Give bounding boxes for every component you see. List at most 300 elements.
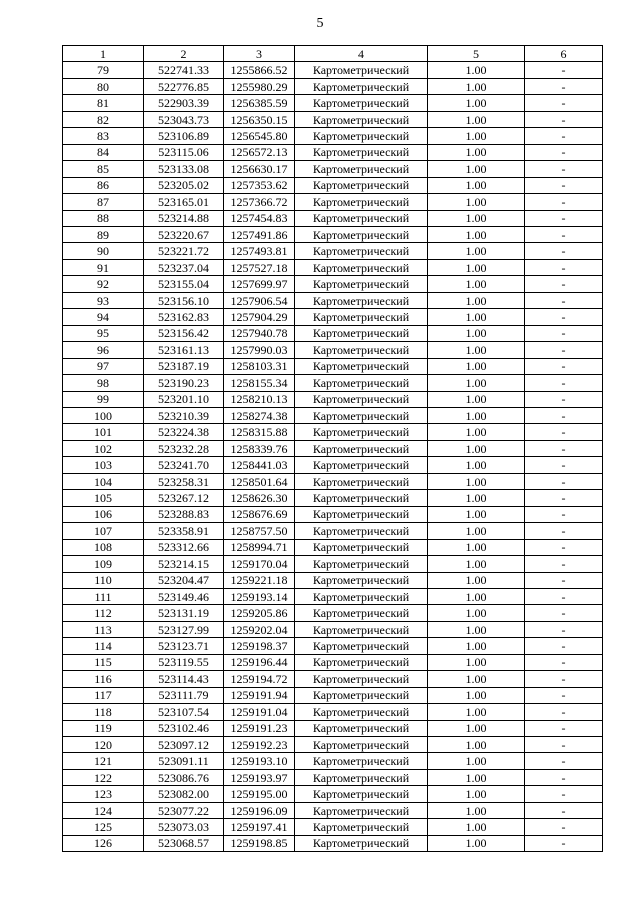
cell-y: 1258757.50 bbox=[224, 523, 295, 539]
cell-x: 523258.31 bbox=[144, 473, 224, 489]
cell-method: Картометрический bbox=[295, 111, 428, 127]
cell-point-number: 112 bbox=[63, 605, 144, 621]
cell-x: 523161.13 bbox=[144, 342, 224, 358]
cell-x: 523232.28 bbox=[144, 440, 224, 456]
cell-y: 1258155.34 bbox=[224, 375, 295, 391]
table-body bbox=[63, 62, 603, 852]
table-row bbox=[63, 786, 603, 802]
cell-y: 1255980.29 bbox=[224, 78, 295, 94]
cell-accuracy: 1.00 bbox=[428, 407, 525, 423]
cell-y: 1258103.31 bbox=[224, 358, 295, 374]
table-row bbox=[63, 539, 603, 555]
cell-x: 523156.10 bbox=[144, 292, 224, 308]
cell-x: 523107.54 bbox=[144, 704, 224, 720]
cell-y: 1257699.97 bbox=[224, 276, 295, 292]
cell-accuracy: 1.00 bbox=[428, 769, 525, 785]
cell-y: 1257493.81 bbox=[224, 243, 295, 259]
table-row bbox=[63, 556, 603, 572]
table-row bbox=[63, 194, 603, 210]
cell-description: - bbox=[525, 687, 603, 703]
cell-x: 523106.89 bbox=[144, 128, 224, 144]
page-number: 5 bbox=[316, 16, 324, 31]
cell-x: 523224.38 bbox=[144, 424, 224, 440]
cell-method: Картометрический bbox=[295, 226, 428, 242]
cell-y: 1256630.17 bbox=[224, 161, 295, 177]
cell-x: 523102.46 bbox=[144, 720, 224, 736]
cell-accuracy: 1.00 bbox=[428, 243, 525, 259]
column-header: 2 bbox=[144, 46, 224, 62]
cell-y: 1258676.69 bbox=[224, 506, 295, 522]
cell-description: - bbox=[525, 556, 603, 572]
column-header: 5 bbox=[428, 46, 525, 62]
cell-description: - bbox=[525, 786, 603, 802]
cell-x: 522903.39 bbox=[144, 95, 224, 111]
cell-x: 523237.04 bbox=[144, 259, 224, 275]
cell-description: - bbox=[525, 95, 603, 111]
cell-x: 523220.67 bbox=[144, 226, 224, 242]
cell-x: 523312.66 bbox=[144, 539, 224, 555]
cell-y: 1256545.80 bbox=[224, 128, 295, 144]
cell-accuracy: 1.00 bbox=[428, 638, 525, 654]
cell-description: - bbox=[525, 819, 603, 835]
cell-point-number: 90 bbox=[63, 243, 144, 259]
cell-accuracy: 1.00 bbox=[428, 835, 525, 851]
table-row bbox=[63, 605, 603, 621]
cell-accuracy: 1.00 bbox=[428, 473, 525, 489]
cell-y: 1258626.30 bbox=[224, 490, 295, 506]
cell-method: Картометрический bbox=[295, 424, 428, 440]
cell-method: Картометрический bbox=[295, 687, 428, 703]
table-row bbox=[63, 62, 603, 78]
table-row bbox=[63, 358, 603, 374]
cell-description: - bbox=[525, 671, 603, 687]
cell-y: 1257454.83 bbox=[224, 210, 295, 226]
cell-accuracy: 1.00 bbox=[428, 62, 525, 78]
cell-method: Картометрический bbox=[295, 440, 428, 456]
table-row bbox=[63, 375, 603, 391]
table-row bbox=[63, 753, 603, 769]
cell-x: 523201.10 bbox=[144, 391, 224, 407]
cell-x: 523204.47 bbox=[144, 572, 224, 588]
table-row bbox=[63, 424, 603, 440]
cell-point-number: 116 bbox=[63, 671, 144, 687]
cell-y: 1259191.94 bbox=[224, 687, 295, 703]
cell-x: 523114.43 bbox=[144, 671, 224, 687]
cell-x: 523187.19 bbox=[144, 358, 224, 374]
cell-description: - bbox=[525, 457, 603, 473]
cell-accuracy: 1.00 bbox=[428, 78, 525, 94]
cell-description: - bbox=[525, 177, 603, 193]
cell-x: 523288.83 bbox=[144, 506, 224, 522]
cell-description: - bbox=[525, 391, 603, 407]
table-row bbox=[63, 720, 603, 736]
cell-method: Картометрический bbox=[295, 161, 428, 177]
cell-x: 523043.73 bbox=[144, 111, 224, 127]
cell-description: - bbox=[525, 243, 603, 259]
cell-x: 523149.46 bbox=[144, 588, 224, 604]
cell-accuracy: 1.00 bbox=[428, 506, 525, 522]
cell-point-number: 103 bbox=[63, 457, 144, 473]
cell-description: - bbox=[525, 720, 603, 736]
table-row bbox=[63, 523, 603, 539]
cell-description: - bbox=[525, 161, 603, 177]
table-row bbox=[63, 457, 603, 473]
cell-y: 1259196.09 bbox=[224, 802, 295, 818]
cell-point-number: 100 bbox=[63, 407, 144, 423]
cell-point-number: 96 bbox=[63, 342, 144, 358]
cell-point-number: 123 bbox=[63, 786, 144, 802]
cell-point-number: 122 bbox=[63, 769, 144, 785]
cell-y: 1258339.76 bbox=[224, 440, 295, 456]
cell-y: 1258441.03 bbox=[224, 457, 295, 473]
column-header: 6 bbox=[525, 46, 603, 62]
cell-method: Картометрический bbox=[295, 325, 428, 341]
cell-x: 523091.11 bbox=[144, 753, 224, 769]
cell-method: Картометрический bbox=[295, 342, 428, 358]
table-row bbox=[63, 342, 603, 358]
cell-point-number: 106 bbox=[63, 506, 144, 522]
cell-point-number: 104 bbox=[63, 473, 144, 489]
cell-point-number: 113 bbox=[63, 621, 144, 637]
cell-method: Картометрический bbox=[295, 375, 428, 391]
cell-x: 523162.83 bbox=[144, 309, 224, 325]
cell-point-number: 88 bbox=[63, 210, 144, 226]
cell-y: 1257940.78 bbox=[224, 325, 295, 341]
cell-x: 523205.02 bbox=[144, 177, 224, 193]
cell-y: 1257366.72 bbox=[224, 194, 295, 210]
cell-method: Картометрический bbox=[295, 704, 428, 720]
cell-x: 523068.57 bbox=[144, 835, 224, 851]
cell-x: 523133.08 bbox=[144, 161, 224, 177]
cell-y: 1256572.13 bbox=[224, 144, 295, 160]
cell-description: - bbox=[525, 358, 603, 374]
cell-description: - bbox=[525, 342, 603, 358]
cell-description: - bbox=[525, 572, 603, 588]
cell-x: 523221.72 bbox=[144, 243, 224, 259]
cell-point-number: 126 bbox=[63, 835, 144, 851]
cell-point-number: 105 bbox=[63, 490, 144, 506]
cell-accuracy: 1.00 bbox=[428, 210, 525, 226]
cell-accuracy: 1.00 bbox=[428, 440, 525, 456]
cell-point-number: 92 bbox=[63, 276, 144, 292]
table-row bbox=[63, 128, 603, 144]
cell-accuracy: 1.00 bbox=[428, 572, 525, 588]
table-row bbox=[63, 654, 603, 670]
table-row bbox=[63, 276, 603, 292]
cell-accuracy: 1.00 bbox=[428, 588, 525, 604]
cell-point-number: 80 bbox=[63, 78, 144, 94]
cell-point-number: 119 bbox=[63, 720, 144, 736]
cell-y: 1259193.10 bbox=[224, 753, 295, 769]
cell-method: Картометрический bbox=[295, 144, 428, 160]
cell-description: - bbox=[525, 539, 603, 555]
cell-point-number: 89 bbox=[63, 226, 144, 242]
cell-method: Картометрический bbox=[295, 95, 428, 111]
cell-accuracy: 1.00 bbox=[428, 802, 525, 818]
cell-method: Картометрический bbox=[295, 78, 428, 94]
cell-x: 523267.12 bbox=[144, 490, 224, 506]
cell-point-number: 98 bbox=[63, 375, 144, 391]
cell-accuracy: 1.00 bbox=[428, 654, 525, 670]
cell-accuracy: 1.00 bbox=[428, 375, 525, 391]
cell-description: - bbox=[525, 506, 603, 522]
table-row bbox=[63, 704, 603, 720]
cell-method: Картометрический bbox=[295, 819, 428, 835]
cell-description: - bbox=[525, 259, 603, 275]
cell-description: - bbox=[525, 588, 603, 604]
cell-accuracy: 1.00 bbox=[428, 95, 525, 111]
cell-description: - bbox=[525, 769, 603, 785]
cell-point-number: 117 bbox=[63, 687, 144, 703]
table-row bbox=[63, 819, 603, 835]
cell-point-number: 109 bbox=[63, 556, 144, 572]
cell-point-number: 108 bbox=[63, 539, 144, 555]
cell-x: 523077.22 bbox=[144, 802, 224, 818]
cell-description: - bbox=[525, 375, 603, 391]
cell-y: 1258501.64 bbox=[224, 473, 295, 489]
cell-description: - bbox=[525, 704, 603, 720]
coordinates-table bbox=[62, 45, 603, 852]
table-row bbox=[63, 671, 603, 687]
cell-method: Картометрический bbox=[295, 243, 428, 259]
cell-y: 1259191.04 bbox=[224, 704, 295, 720]
cell-method: Картометрический bbox=[295, 605, 428, 621]
table-row bbox=[63, 325, 603, 341]
cell-x: 523214.88 bbox=[144, 210, 224, 226]
cell-description: - bbox=[525, 128, 603, 144]
cell-description: - bbox=[525, 292, 603, 308]
cell-accuracy: 1.00 bbox=[428, 457, 525, 473]
cell-y: 1259196.44 bbox=[224, 654, 295, 670]
cell-accuracy: 1.00 bbox=[428, 523, 525, 539]
cell-point-number: 124 bbox=[63, 802, 144, 818]
cell-method: Картометрический bbox=[295, 473, 428, 489]
cell-accuracy: 1.00 bbox=[428, 161, 525, 177]
cell-y: 1257491.86 bbox=[224, 226, 295, 242]
cell-accuracy: 1.00 bbox=[428, 539, 525, 555]
cell-point-number: 93 bbox=[63, 292, 144, 308]
table-row bbox=[63, 259, 603, 275]
cell-accuracy: 1.00 bbox=[428, 605, 525, 621]
cell-y: 1256385.59 bbox=[224, 95, 295, 111]
cell-method: Картометрический bbox=[295, 128, 428, 144]
cell-y: 1259202.04 bbox=[224, 621, 295, 637]
column-header: 3 bbox=[224, 46, 295, 62]
table-row bbox=[63, 292, 603, 308]
cell-x: 523123.71 bbox=[144, 638, 224, 654]
cell-x: 523115.06 bbox=[144, 144, 224, 160]
cell-accuracy: 1.00 bbox=[428, 490, 525, 506]
cell-accuracy: 1.00 bbox=[428, 342, 525, 358]
cell-y: 1259194.72 bbox=[224, 671, 295, 687]
cell-method: Картометрический bbox=[295, 638, 428, 654]
table-header-row bbox=[63, 46, 603, 62]
cell-point-number: 87 bbox=[63, 194, 144, 210]
cell-point-number: 91 bbox=[63, 259, 144, 275]
table-row bbox=[63, 769, 603, 785]
cell-method: Картометрический bbox=[295, 358, 428, 374]
cell-accuracy: 1.00 bbox=[428, 194, 525, 210]
cell-method: Картометрический bbox=[295, 391, 428, 407]
cell-description: - bbox=[525, 835, 603, 851]
cell-accuracy: 1.00 bbox=[428, 687, 525, 703]
cell-accuracy: 1.00 bbox=[428, 226, 525, 242]
cell-method: Картометрический bbox=[295, 621, 428, 637]
cell-description: - bbox=[525, 144, 603, 160]
cell-method: Картометрический bbox=[295, 588, 428, 604]
cell-accuracy: 1.00 bbox=[428, 556, 525, 572]
cell-method: Картометрический bbox=[295, 769, 428, 785]
cell-accuracy: 1.00 bbox=[428, 621, 525, 637]
cell-point-number: 79 bbox=[63, 62, 144, 78]
table-row bbox=[63, 95, 603, 111]
cell-accuracy: 1.00 bbox=[428, 144, 525, 160]
cell-point-number: 114 bbox=[63, 638, 144, 654]
cell-description: - bbox=[525, 325, 603, 341]
cell-point-number: 97 bbox=[63, 358, 144, 374]
cell-y: 1259205.86 bbox=[224, 605, 295, 621]
cell-accuracy: 1.00 bbox=[428, 786, 525, 802]
cell-point-number: 120 bbox=[63, 737, 144, 753]
table-row bbox=[63, 621, 603, 637]
table-row bbox=[63, 391, 603, 407]
cell-accuracy: 1.00 bbox=[428, 737, 525, 753]
cell-x: 523241.70 bbox=[144, 457, 224, 473]
cell-description: - bbox=[525, 111, 603, 127]
cell-method: Картометрический bbox=[295, 62, 428, 78]
cell-point-number: 95 bbox=[63, 325, 144, 341]
cell-x: 523358.91 bbox=[144, 523, 224, 539]
table-row bbox=[63, 407, 603, 423]
cell-y: 1258274.38 bbox=[224, 407, 295, 423]
cell-method: Картометрический bbox=[295, 407, 428, 423]
cell-x: 523131.19 bbox=[144, 605, 224, 621]
cell-point-number: 101 bbox=[63, 424, 144, 440]
cell-point-number: 107 bbox=[63, 523, 144, 539]
cell-y: 1258315.88 bbox=[224, 424, 295, 440]
cell-description: - bbox=[525, 210, 603, 226]
table-row bbox=[63, 440, 603, 456]
cell-accuracy: 1.00 bbox=[428, 259, 525, 275]
table-row bbox=[63, 506, 603, 522]
cell-description: - bbox=[525, 276, 603, 292]
cell-x: 523190.23 bbox=[144, 375, 224, 391]
cell-accuracy: 1.00 bbox=[428, 704, 525, 720]
cell-method: Картометрический bbox=[295, 259, 428, 275]
cell-method: Картометрический bbox=[295, 835, 428, 851]
cell-x: 522776.85 bbox=[144, 78, 224, 94]
table-row bbox=[63, 226, 603, 242]
cell-description: - bbox=[525, 424, 603, 440]
cell-method: Картометрический bbox=[295, 490, 428, 506]
cell-description: - bbox=[525, 226, 603, 242]
cell-x: 523210.39 bbox=[144, 407, 224, 423]
cell-description: - bbox=[525, 78, 603, 94]
cell-point-number: 99 bbox=[63, 391, 144, 407]
cell-accuracy: 1.00 bbox=[428, 111, 525, 127]
cell-method: Картометрический bbox=[295, 457, 428, 473]
table-row bbox=[63, 687, 603, 703]
cell-description: - bbox=[525, 523, 603, 539]
cell-y: 1259193.14 bbox=[224, 588, 295, 604]
cell-method: Картометрический bbox=[295, 292, 428, 308]
cell-method: Картометрический bbox=[295, 539, 428, 555]
cell-description: - bbox=[525, 753, 603, 769]
cell-description: - bbox=[525, 407, 603, 423]
cell-accuracy: 1.00 bbox=[428, 753, 525, 769]
cell-method: Картометрический bbox=[295, 210, 428, 226]
cell-x: 523073.03 bbox=[144, 819, 224, 835]
cell-y: 1259192.23 bbox=[224, 737, 295, 753]
column-header: 1 bbox=[63, 46, 144, 62]
cell-point-number: 121 bbox=[63, 753, 144, 769]
cell-y: 1257527.18 bbox=[224, 259, 295, 275]
cell-description: - bbox=[525, 654, 603, 670]
cell-point-number: 81 bbox=[63, 95, 144, 111]
cell-y: 1259193.97 bbox=[224, 769, 295, 785]
cell-accuracy: 1.00 bbox=[428, 720, 525, 736]
cell-method: Картометрический bbox=[295, 654, 428, 670]
cell-method: Картометрический bbox=[295, 786, 428, 802]
cell-description: - bbox=[525, 605, 603, 621]
table-row bbox=[63, 177, 603, 193]
cell-y: 1259221.18 bbox=[224, 572, 295, 588]
table-row bbox=[63, 309, 603, 325]
cell-description: - bbox=[525, 309, 603, 325]
cell-method: Картометрический bbox=[295, 506, 428, 522]
table-row bbox=[63, 473, 603, 489]
cell-point-number: 118 bbox=[63, 704, 144, 720]
cell-description: - bbox=[525, 194, 603, 210]
table-row bbox=[63, 490, 603, 506]
cell-y: 1259195.00 bbox=[224, 786, 295, 802]
cell-x: 523156.42 bbox=[144, 325, 224, 341]
cell-y: 1257904.29 bbox=[224, 309, 295, 325]
table-row bbox=[63, 638, 603, 654]
cell-description: - bbox=[525, 638, 603, 654]
table-row bbox=[63, 161, 603, 177]
cell-accuracy: 1.00 bbox=[428, 128, 525, 144]
cell-method: Картометрический bbox=[295, 737, 428, 753]
cell-description: - bbox=[525, 440, 603, 456]
table-row bbox=[63, 802, 603, 818]
cell-y: 1258994.71 bbox=[224, 539, 295, 555]
cell-y: 1257990.03 bbox=[224, 342, 295, 358]
cell-x: 523119.55 bbox=[144, 654, 224, 670]
cell-method: Картометрический bbox=[295, 276, 428, 292]
cell-y: 1258210.13 bbox=[224, 391, 295, 407]
cell-method: Картометрический bbox=[295, 523, 428, 539]
cell-accuracy: 1.00 bbox=[428, 292, 525, 308]
cell-x: 522741.33 bbox=[144, 62, 224, 78]
cell-point-number: 82 bbox=[63, 111, 144, 127]
cell-x: 523155.04 bbox=[144, 276, 224, 292]
cell-accuracy: 1.00 bbox=[428, 325, 525, 341]
cell-accuracy: 1.00 bbox=[428, 424, 525, 440]
cell-description: - bbox=[525, 802, 603, 818]
table-row bbox=[63, 572, 603, 588]
cell-accuracy: 1.00 bbox=[428, 819, 525, 835]
cell-x: 523165.01 bbox=[144, 194, 224, 210]
cell-y: 1257353.62 bbox=[224, 177, 295, 193]
cell-method: Картометрический bbox=[295, 177, 428, 193]
cell-method: Картометрический bbox=[295, 753, 428, 769]
cell-point-number: 84 bbox=[63, 144, 144, 160]
cell-x: 523082.00 bbox=[144, 786, 224, 802]
cell-y: 1255866.52 bbox=[224, 62, 295, 78]
cell-point-number: 83 bbox=[63, 128, 144, 144]
cell-point-number: 85 bbox=[63, 161, 144, 177]
